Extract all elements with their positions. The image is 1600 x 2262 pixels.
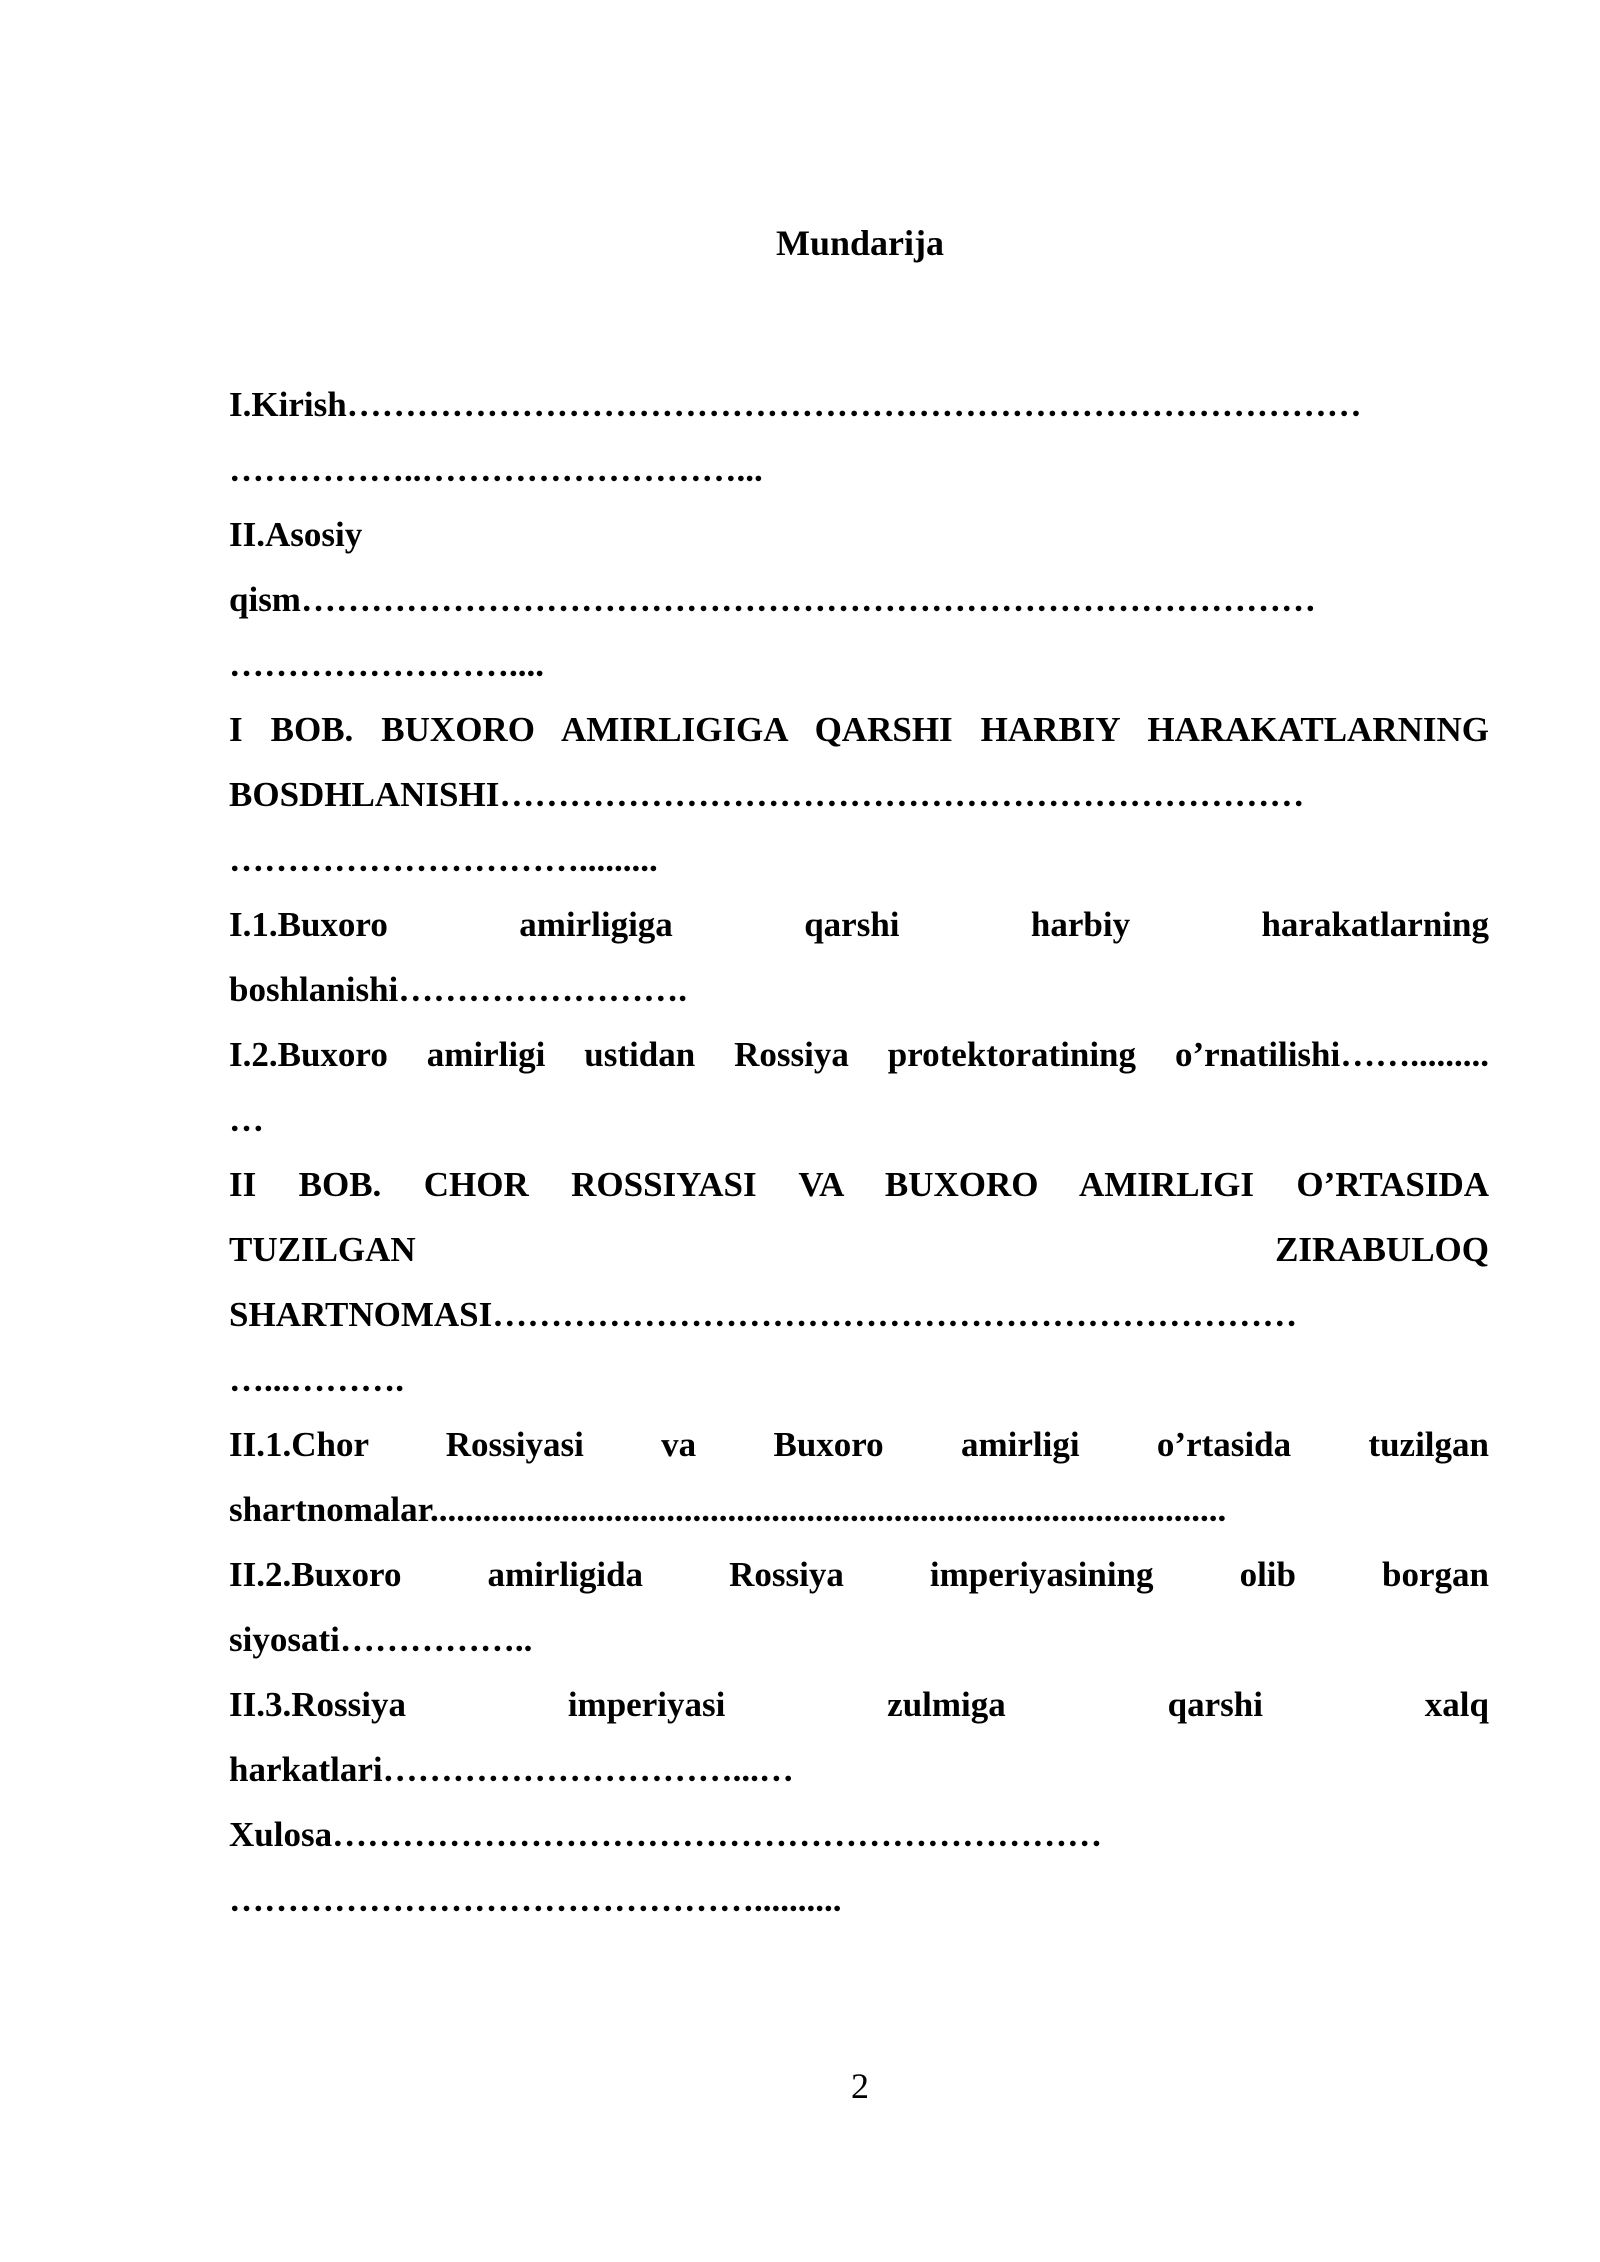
toc-line-section-2-1: II.1.Chor Rossiyasi va Buxoro amirligi o’rtasida tuzilgan <box>229 1425 1489 1464</box>
toc-line-section-2-1-end: shartnomalar........................................................................................... <box>229 1490 1227 1529</box>
toc-line-bob2-dots: …...………. <box>229 1360 404 1399</box>
toc-line-bob2-title-cont: TUZILGAN ZIRABULOQ <box>229 1230 1489 1269</box>
toc-line-bob2-title: II BOB. CHOR ROSSIYASI VA BUXORO AMIRLIGI O’RTASIDA <box>229 1165 1489 1204</box>
toc-line-qism-dots: …………………….... <box>229 645 544 684</box>
toc-line-bob2-title-end: SHARTNOMASI…………………………………………………………… <box>229 1295 1298 1334</box>
toc-line-section-1-2: I.2.Buxoro amirligi ustidan Rossiya protektoratining o’rnatilishi……......... <box>229 1035 1489 1074</box>
toc-line-bob1-title: I BOB. BUXORO AMIRLIGIGA QARSHI HARBIY HARAKATLARNING <box>229 710 1489 749</box>
toc-line-section-1-1-end: boshlanishi……………………. <box>229 970 688 1009</box>
toc-line-section-2-2: II.2.Buxoro amirligida Rossiya imperiyasining olib borgan <box>229 1555 1489 1594</box>
toc-line-section-2-2-end: siyosati…………….. <box>229 1620 533 1659</box>
toc-line-section-1-2-end: … <box>229 1100 264 1139</box>
toc-line-bob1-title-end: BOSDHLANISHI…………………………………………………………… <box>229 775 1305 814</box>
toc-line-bob1-dots: …………………………......... <box>229 840 658 879</box>
table-of-contents <box>229 372 1489 1932</box>
toc-line-asosiy: II.Asosiy <box>229 515 363 554</box>
toc-line-kirish: I.Kirish…………………………………………………………………………… <box>229 385 1362 424</box>
page-title: Mundarija <box>775 223 944 263</box>
toc-line-section-2-3: II.3.Rossiya imperiyasi zulmiga qarshi xalq <box>229 1685 1489 1724</box>
toc-line-section-1-1: I.1.Buxoro amirligiga qarshi harbiy harakatlarning <box>229 905 1489 944</box>
page-number: 2 <box>851 2066 869 2106</box>
toc-line-section-2-3-end: harkatlari…………………………...… <box>229 1750 794 1789</box>
toc-line-kirish-dots: ……………..………………………... <box>229 450 763 489</box>
toc-line-xulosa: Xulosa………………………………………………………… <box>229 1815 1103 1854</box>
toc-line-xulosa-dots: ……………………………………….......... <box>229 1880 842 1919</box>
toc-line-qism: qism…………………………………………………………………………… <box>229 580 1316 619</box>
